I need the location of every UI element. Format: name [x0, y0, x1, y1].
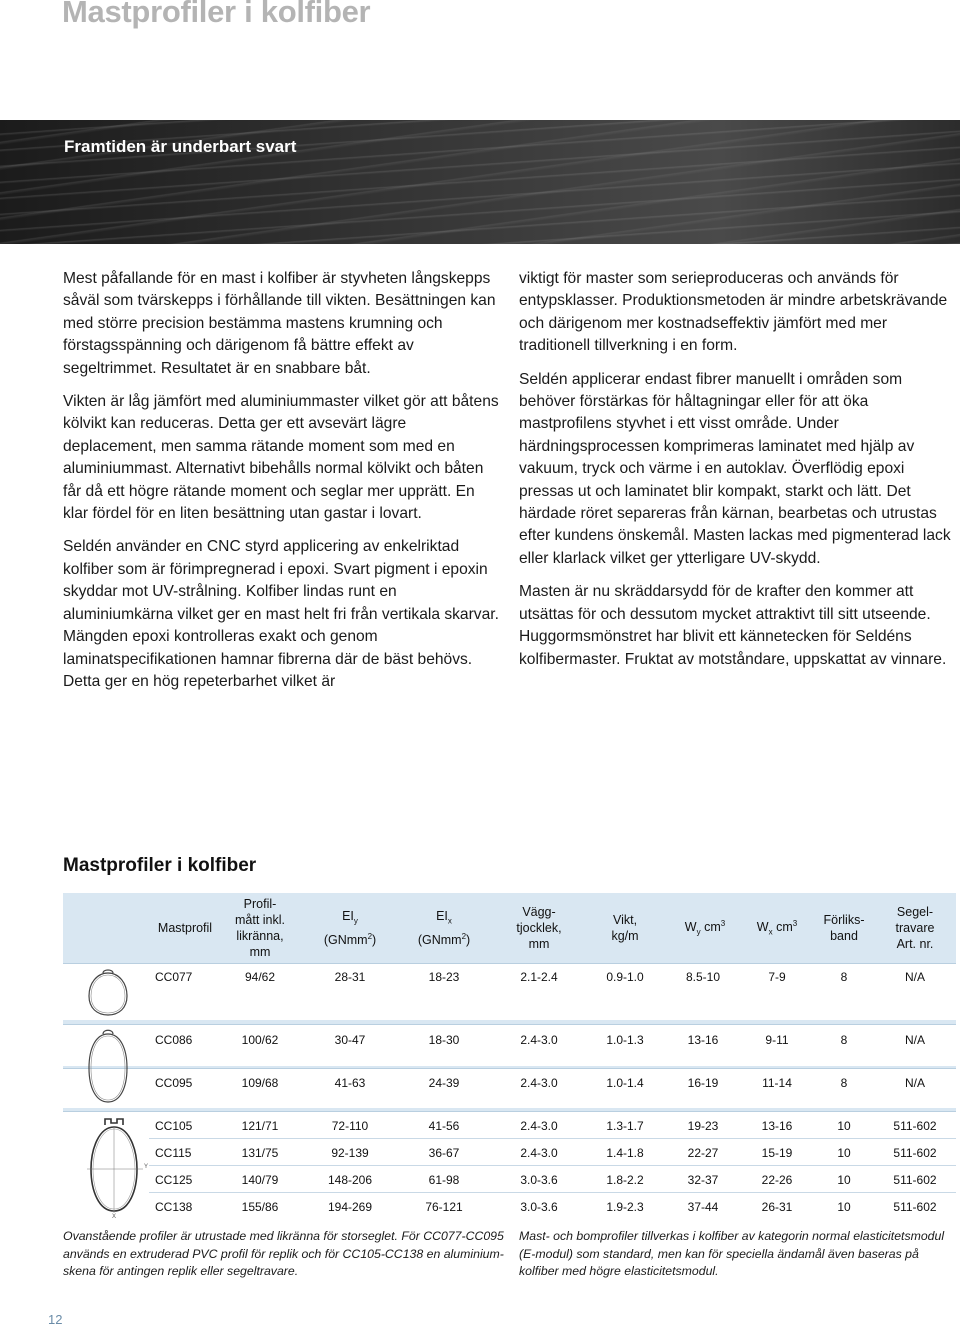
- cell-profile: CC086: [155, 1033, 193, 1047]
- cell-wy: 37-44: [687, 1200, 719, 1214]
- cell-vikt: 1.8-2.2: [606, 1173, 644, 1187]
- cell-elx: 24-39: [428, 1076, 460, 1090]
- cell-vagg: 3.0-3.6: [520, 1173, 558, 1187]
- header-profilmatt: Profil- mått inkl. likränna, mm: [234, 897, 285, 959]
- cell-wx: 11-14: [762, 1076, 792, 1090]
- cell-vagg: 3.0-3.6: [520, 1200, 558, 1214]
- cell-segel: N/A: [904, 1033, 925, 1047]
- header-wx: $W_x$ $cm^3$: [756, 918, 798, 937]
- cell-wx: 13-16: [761, 1119, 793, 1133]
- cell-matt: 155/86: [241, 1200, 279, 1214]
- paragraph: Seldén applicerar endast fibrer manuellt i områden som behöver förstärkas för håltagningar eller för att öka mastprofilens styvhet i ett visst område. Under härdningsprocessen komprimeras laminatet med hjälp av vakuum, tryck och värme i en autoklav. Överflödig epoxi pressas ut och laminatet blir kompakt, starkt och lätt. Det härdade röret separeras från kärnan, bearbetas och utrustas efter kundens önskemål. Masten lackas med pigmenterad lack eller klarlack vilket ger ytterligare UV-skydd.: [519, 370, 951, 567]
- cell-vagg: 2.4-3.0: [520, 1033, 558, 1047]
- paragraph: Masten är nu skräddarsydd för de krafter den kommer att utsättas för och dessutom mycket attraktivt till sitt utseende. Huggormsmönstret har blivit ett kännetecken för Seldéns kolfibermaster. Fruktat av motståndare, uppskattat av vinnare.: [519, 583, 947, 668]
- cell-matt: 131/75: [241, 1146, 279, 1160]
- cell-forlik: 8: [840, 1033, 848, 1047]
- cell-vagg: 2.4-3.0: [520, 1076, 558, 1090]
- page-title: Mastprofiler i kolfiber: [62, 0, 371, 29]
- table-row: [63, 1169, 956, 1191]
- cell-matt: 140/79: [241, 1173, 279, 1187]
- cell-segel: N/A: [904, 970, 925, 984]
- paragraph: viktigt för master som serieproduceras och används för entypsklasser. Produktionsmetoden är mindre arbetskrävande och därigenom mer kostnadseffektiv jämfört med mer traditionell tillverkning i en form.: [519, 270, 948, 355]
- cell-wy: 16-19: [687, 1076, 719, 1090]
- table-row: [63, 1196, 956, 1218]
- cell-wx: 15-19: [761, 1146, 793, 1160]
- cell-segel: N/A: [904, 1076, 925, 1090]
- cell-elx: 61-98: [428, 1173, 460, 1187]
- cell-ely: 28-31: [334, 970, 366, 984]
- cell-ely: 72-110: [331, 1119, 369, 1133]
- cell-wy: 13-16: [687, 1033, 719, 1047]
- row-divider: [149, 1138, 956, 1139]
- cell-wy: 22-27: [687, 1146, 719, 1160]
- caption-right: Mast- och bomprofiler tillverkas i kolfiber av kategorin normal elasticitetsmodul (E-modul) som standard, men kan för speciella ändamål även baseras på kolfiber med högre elasticitetsmodul.: [519, 1229, 945, 1278]
- cell-segel: 511-602: [893, 1119, 937, 1133]
- cell-wx: 22-26: [761, 1173, 793, 1187]
- header-elx: $EI_x$ (GNmm$^2$): [417, 908, 471, 948]
- cell-wx: 26-31: [761, 1200, 793, 1214]
- cell-elx: 76-121: [425, 1200, 463, 1214]
- cell-elx: 41-56: [428, 1119, 460, 1133]
- cell-elx: 18-30: [428, 1033, 460, 1047]
- cell-profile: CC125: [155, 1173, 193, 1187]
- cell-ely: 41-63: [334, 1076, 366, 1090]
- table-row: [63, 1072, 956, 1094]
- left-text-column: [63, 268, 500, 704]
- cell-profile: CC115: [155, 1146, 192, 1160]
- cell-ely: 30-47: [334, 1033, 366, 1047]
- header-wy: $W_y$ $cm^3$: [684, 918, 726, 937]
- cell-vikt: 0.9-1.0: [606, 970, 644, 984]
- paragraph: Mest påfallande för en mast i kolfiber är styvheten långskepps såväl som tvärskepps i förhållande till vikten. Besättningen kan med större precision bestämma mastens krumning och förstagsspänning och därigenom få bättre effekt av segeltrimmet. Resultatet är en snabbare båt.: [63, 270, 496, 377]
- paragraph: Vikten är låg jämfört med aluminiummaster vilket gör att båtens kölvikt kan reduceras. Detta ger ett avsevärt lägre deplacement, men samma rätande moment som med en aluminiummast. Alternativt bibehålls normal kölvikt och båten får då ett högre rätande moment och seglar mer upprätt. En klar fördel för en liten besättning utan gastar i lovart.: [63, 393, 499, 523]
- cell-segel: 511-602: [893, 1173, 937, 1187]
- banner-image: [0, 120, 960, 244]
- cell-elx: 18-23: [428, 970, 460, 984]
- cell-ely: 194-269: [327, 1200, 373, 1214]
- right-text-column: [519, 268, 956, 682]
- y-axis-label: Y: [144, 1164, 149, 1170]
- cell-forlik: 8: [840, 970, 848, 984]
- table-title: Mastprofiler i kolfiber: [63, 855, 257, 876]
- cell-vagg: 2.4-3.0: [520, 1146, 558, 1160]
- cell-forlik: 10: [837, 1173, 851, 1187]
- cell-profile: CC077: [155, 970, 193, 984]
- header-ely: $EI_y$ (GNmm$^2$): [323, 908, 377, 948]
- table-row: [63, 1142, 956, 1164]
- cell-vikt: 1.3-1.7: [606, 1119, 644, 1133]
- cell-profile: CC095: [155, 1076, 193, 1090]
- cell-wy: 32-37: [687, 1173, 719, 1187]
- header-forliksband: Förliks- band: [823, 913, 865, 943]
- cell-matt: 109/68: [241, 1076, 279, 1090]
- header-segeltravare: Segel- travare Art. nr.: [895, 905, 935, 951]
- cell-wy: 8.5-10: [685, 970, 721, 984]
- cell-ely: 148-206: [327, 1173, 373, 1187]
- cell-vikt: 1.0-1.4: [606, 1076, 644, 1090]
- cell-wy: 19-23: [687, 1119, 719, 1133]
- cell-matt: 100/62: [241, 1033, 279, 1047]
- caption-left: Ovanstående profiler är utrustade med likränna för storseglet. För CC077-CC095 används en extruderad PVC profil för replik och för CC105-CC138 en aluminium-skena för antingen replik eller segeltravare.: [63, 1229, 504, 1278]
- cell-forlik: 10: [837, 1200, 851, 1214]
- banner-title: Framtiden är underbart svart: [64, 137, 297, 156]
- cell-vikt: 1.4-1.8: [606, 1146, 644, 1160]
- cell-profile: CC105: [155, 1119, 193, 1133]
- cell-vikt: 1.0-1.3: [606, 1033, 644, 1047]
- cell-vagg: 2.4-3.0: [520, 1119, 558, 1133]
- cell-ely: 92-139: [331, 1146, 369, 1160]
- mast-profile-table: [63, 893, 956, 1221]
- table-row: [63, 1029, 956, 1051]
- header-vikt: Vikt, kg/m: [611, 913, 639, 943]
- row-divider: [149, 1192, 956, 1193]
- header-vaggtjocklek: Vägg- tjocklek, mm: [516, 905, 562, 951]
- table-row: [63, 1115, 956, 1137]
- cell-wx: 9-11: [765, 1033, 789, 1047]
- cell-forlik: 8: [840, 1076, 848, 1090]
- cell-segel: 511-602: [893, 1200, 937, 1214]
- cell-forlik: 10: [837, 1119, 851, 1133]
- header-mastprofil: Mastprofil: [157, 921, 213, 935]
- cell-profile: CC138: [155, 1200, 193, 1214]
- cell-forlik: 10: [837, 1146, 851, 1160]
- x-axis-label: X: [112, 1214, 117, 1219]
- table-header: [63, 893, 956, 963]
- row-divider: [149, 1165, 956, 1166]
- cell-segel: 511-602: [893, 1146, 937, 1160]
- cell-matt: 121/71: [241, 1119, 279, 1133]
- paragraph: Seldén använder en CNC styrd applicering av enkelriktad kolfiber som är förimpregnerad i epoxi. Svart pigment i epoxin skyddar mot UV-strålning. Kolfiber lindas runt en aluminiumkärna vilket ger en mast helt fri från vertikala skarvar. Mängden epoxi kontrolleras exakt och genom laminatspecifikationen hamnar fibrerna där de bäst behövs. Detta ger en hög repeterbarhet vilket är: [63, 538, 499, 690]
- cell-vagg: 2.1-2.4: [520, 970, 558, 984]
- cell-wx: 7-9: [768, 970, 786, 984]
- page-number: 12: [48, 1312, 63, 1327]
- cell-vikt: 1.9-2.3: [606, 1200, 644, 1214]
- cell-matt: 94/62: [244, 970, 276, 984]
- table-row: [63, 966, 956, 988]
- cell-elx: 36-67: [428, 1146, 460, 1160]
